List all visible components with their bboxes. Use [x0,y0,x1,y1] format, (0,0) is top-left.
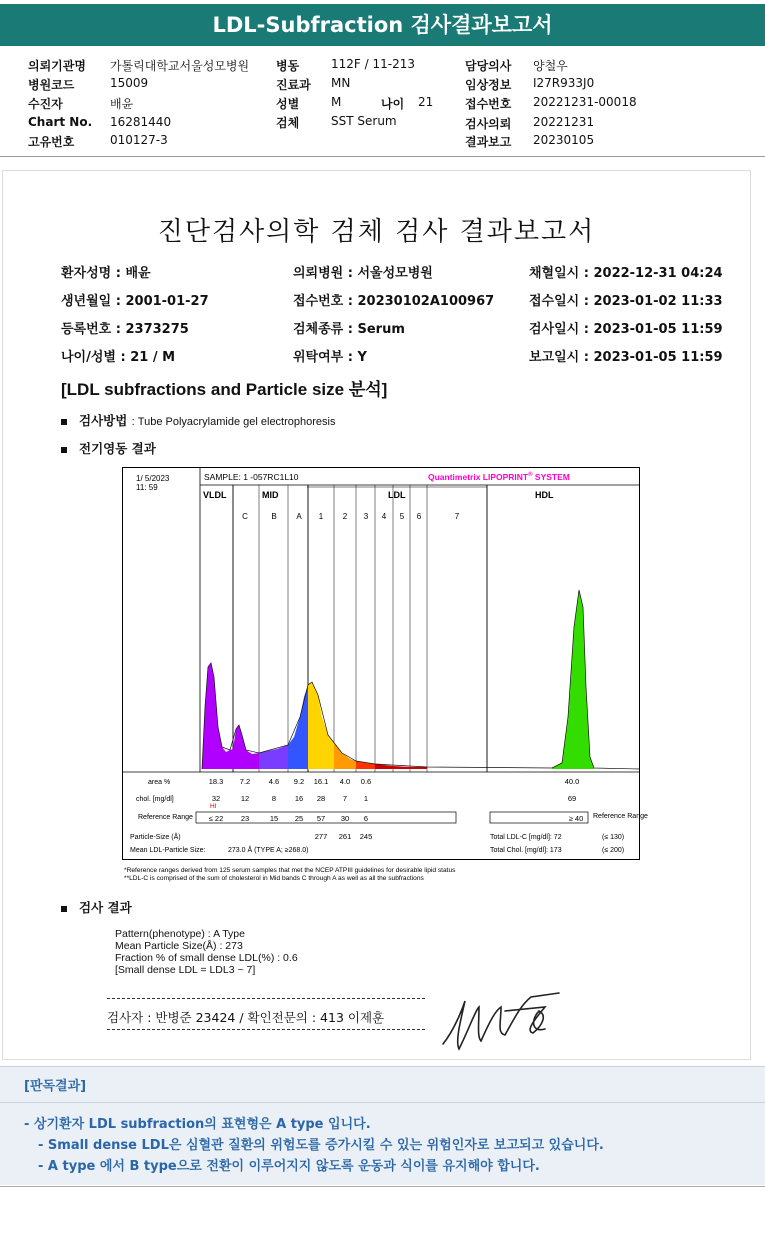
result-line: Mean Particle Size(Å) : 273 [115,940,243,952]
area-value: 40.0 [564,777,580,786]
particle-value: 261 [338,832,352,841]
interpretation-line: - Small dense LDL은 심혈관 질환의 위험도를 증가시킬 수 있는 위험인자로 보고되고 있습니다. [38,1138,604,1153]
info-label: 임상정보 [465,78,512,92]
band-label: 1 [318,512,324,521]
result-line: [Small dense LDL = LDL3 ~ 7] [115,964,256,976]
footnote-1: *Reference ranges derived from 125 serum samples that met the NCEP ATPIII guidelines for desirable lipid status [124,867,456,874]
ref-value: ≤ 22 [208,814,224,823]
chol-value: 1 [363,794,369,803]
total-chol: Total Chol. [mg/dl]: 173 [490,847,562,854]
area-value: 4.6 [268,777,280,786]
band-label: 6 [416,512,422,521]
info-label: 검체 [276,116,300,130]
particle-values [315,832,373,841]
result-line: Pattern(phenotype) : A Type [115,928,245,940]
report-field: 보고일시 : 2023-01-05 11:59 [529,350,723,365]
group-mid: MID [262,490,279,500]
band-label: C [242,512,248,521]
interpretation-title: [판독결과] [24,1079,87,1094]
ref-label: Reference Range [138,814,193,821]
electrophoresis-chart [122,467,648,887]
chol-value: 16 [294,794,304,803]
mean-value: 273.0 Å (TYPE A; ≥268.0) [228,847,309,854]
info-value: M [331,95,342,109]
info-value: MN [331,76,351,90]
info-value: 112F / 11-213 [331,57,415,71]
chart-brand: Quantimetrix LIPOPRINT® SYSTEM [428,472,570,482]
signer-rule-top [107,998,425,999]
chol-value: 12 [240,794,250,803]
chart-time: 11: 59 [136,483,158,492]
info-label: 의뢰기관명 [28,59,86,73]
interpretation-panel [0,1066,765,1185]
group-ldl: LDL [388,490,406,500]
info-value: SST Serum [331,114,397,128]
ref-label-right: Reference Range [593,813,648,820]
divider [0,156,765,157]
ref-value: 30 [340,814,350,823]
band-label: A [296,512,302,521]
report-field: 나이/성별 : 21 / M [61,350,176,365]
info-label: 수진자 [28,97,63,111]
area-value: 16.1 [313,777,329,786]
report-field: 등록번호 : 2373275 [61,322,189,337]
info-label: 병동 [276,59,300,73]
particle-value: 277 [314,832,328,841]
electro-label: 전기영동 결과 [61,439,156,457]
footnote-2: **LDL-C is comprised of the sum of cholesterol in Mid bands C through A as well as all the subfractions [124,875,424,882]
chart-sample: SAMPLE: 1 -057RC1L10 [204,472,299,482]
info-label: 접수번호 [465,97,512,111]
chol-value: 8 [271,794,277,803]
info-value: 15009 [110,76,149,90]
info-value: 가톨릭대학교서울성모병원 [110,59,250,73]
group-vldl: VLDL [203,490,227,500]
chol-value: 7 [342,794,348,803]
chol-value: 32 [211,794,221,803]
info-value: 20230105 [533,133,595,147]
info-label: Chart No. [28,115,93,129]
ref-value: 25 [294,814,304,823]
report-field: 위탁여부 : Y [293,350,367,365]
interpretation-line: - A type 에서 B type으로 전환이 이루어지지 않도록 운동과 식이를 유지해야 합니다. [38,1159,540,1174]
divider [0,1186,765,1187]
ref-value: 57 [316,814,326,823]
chol-value: 28 [316,794,326,803]
info-label: 담당의사 [465,59,512,73]
ref-value: 23 [240,814,250,823]
result-line: Fraction % of small dense LDL(%) : 0.6 [115,952,298,964]
band-label: 4 [381,512,387,521]
lab-report [2,170,751,1060]
signer-rule-bottom [107,1029,425,1030]
ref-value: ≥ 40 [568,814,584,823]
area-label: area % [148,779,171,786]
total-chol-ref: (≤ 200) [602,847,625,854]
report-field: 의뢰병원 : 서울성모병원 [293,266,433,281]
info-value: 20221231-00018 [533,95,637,109]
area-value: 18.3 [208,777,224,786]
area-value: 4.0 [339,777,351,786]
chol-value: 69 [567,794,577,803]
report-field: 검사일시 : 2023-01-05 11:59 [529,322,723,337]
info-label: 검사의뢰 [465,117,512,131]
band-label: 3 [363,512,369,521]
info-label: 성별 [276,97,300,111]
band-label: 7 [454,512,460,521]
divider [0,1102,765,1103]
band-label: B [271,512,277,521]
report-field: 채혈일시 : 2022-12-31 04:24 [529,266,723,281]
hi-flag: HI [210,803,217,810]
method-line: 검사방법 : Tube Polyacrylamide gel electrophoresis [61,411,335,429]
area-value: 7.2 [239,777,251,786]
signature-image [435,989,565,1059]
report-field: 환자성명 : 배윤 [61,266,151,281]
area-value: 0.6 [360,777,372,786]
band-label: 5 [399,512,405,521]
band-label: 2 [342,512,348,521]
info-value: I27R933J0 [533,76,595,90]
particle-label: Particle-Size (Å) [130,834,181,841]
mean-label: Mean LDL-Particle Size: [130,847,206,854]
total-ldl-ref: (≤ 130) [602,834,625,841]
info-label: 나이 [381,97,405,111]
signer-line: 검사자 : 반병준 23424 / 확인전문의 : 413 이제훈 [107,1010,385,1025]
info-value: 20221231 [533,115,595,129]
info-label: 진료과 [276,78,311,92]
section-title: [LDL subfractions and Particle size 분석] [61,380,388,399]
ref-value: 15 [269,814,279,823]
info-value: 양철우 [533,59,568,73]
info-value: 배윤 [110,97,134,111]
info-label: 병원코드 [28,78,75,92]
report-field: 접수일시 : 2023-01-02 11:33 [529,294,723,309]
report-title: 진단검사의학 검체 검사 결과보고서 [157,217,596,247]
report-field: 접수번호 : 20230102A100967 [293,294,495,309]
area-value: 9.2 [293,777,305,786]
chol-label: chol. [mg/dl] [136,796,174,803]
report-field: 생년월일 : 2001-01-27 [61,294,209,309]
group-hdl: HDL [535,490,554,500]
info-label: 고유번호 [28,135,75,149]
report-field: 검체종류 : Serum [293,322,405,337]
ref-value: 6 [363,814,369,823]
total-ldl: Total LDL-C [mg/dl]: 72 [490,834,562,841]
info-value: 21 [418,95,434,109]
info-label: 결과보고 [465,135,512,149]
result-label: 검사 결과 [61,898,132,916]
report-header: LDL-Subfraction 검사결과보고서 [0,4,765,46]
info-value: 16281440 [110,115,172,129]
info-value: 010127-3 [110,133,168,147]
interpretation-line: - 상기환자 LDL subfraction의 표현형은 A type 입니다. [24,1117,371,1132]
chart-date: 1/ 5/2023 [136,474,170,483]
particle-value: 245 [359,832,373,841]
